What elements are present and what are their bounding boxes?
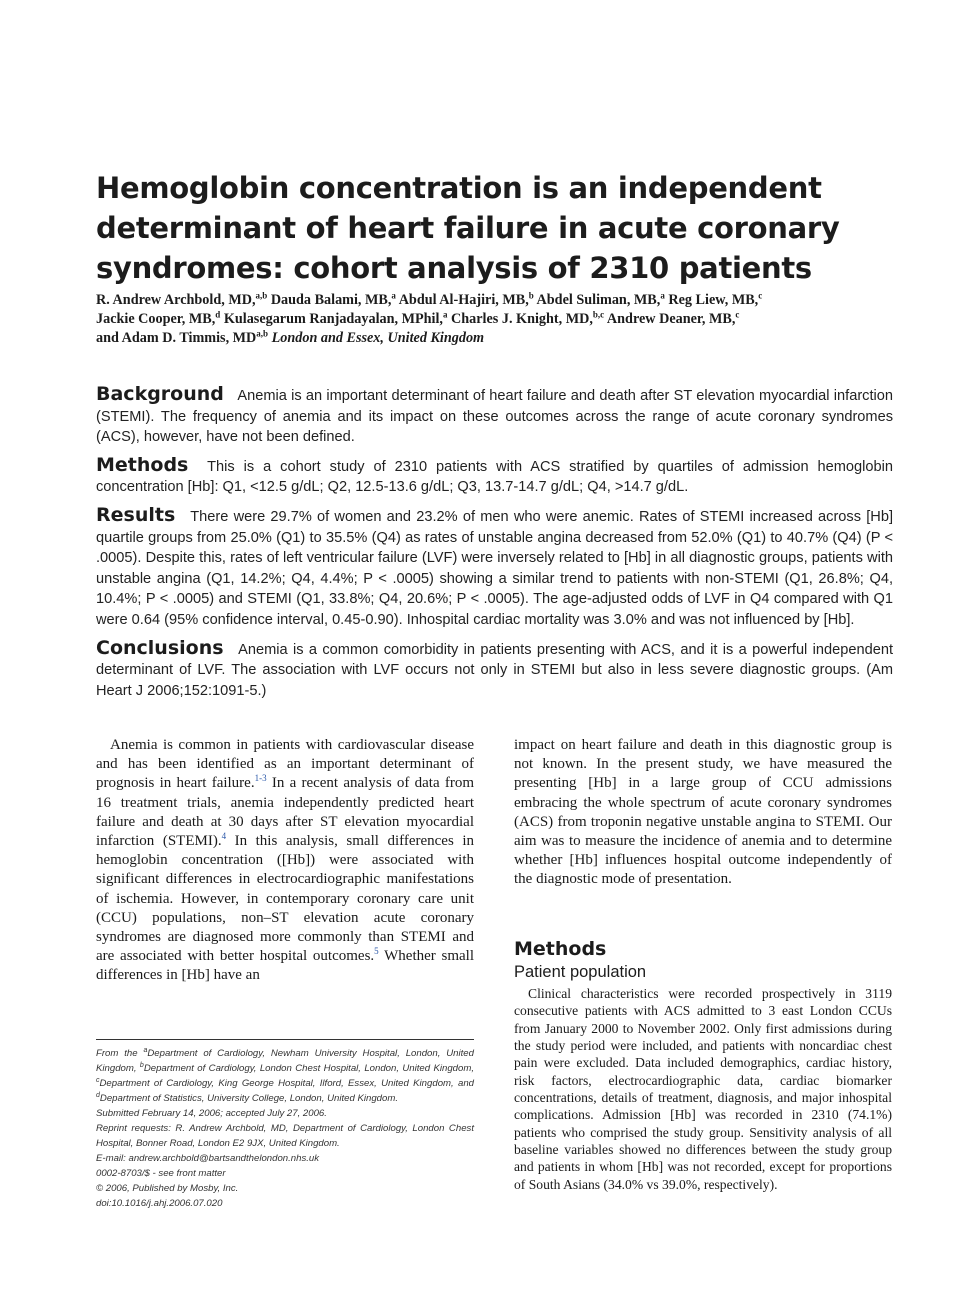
abstract-text: This is a cohort study of 2310 patients with ACS stratified by quartiles of admission hemoglobin concentration [Hb]: Q1, <12.5 g/dL; Q2, 12.5-13.6 g/dL; Q3, 13.7-14.7 g/dL; Q4, >14.7 g/dL.: [96, 458, 894, 496]
abstract-text: Anemia is a common comorbidity in patients presenting with ACS, and it is a powerful independent determinant of LVF. The association with LVF occurs not only in STEMI but also in less severe diagnostic groups. (Am Heart J 2006;152:1091-5.): [96, 641, 894, 699]
article-title: Hemoglobin concentration is an independent determinant of heart failure in acute coronary syndromes: cohort analysis of 2310 patients: [96, 171, 840, 285]
author: Dauda Balami, MB,: [270, 292, 392, 308]
footnote-text: Department of Cardiology, King George Hospital, Ilford, Essex, United Kingdom, and: [99, 1078, 474, 1089]
body-column-right-methods: [514, 985, 892, 1193]
affiliation-mark: d: [96, 1091, 100, 1099]
reprint-requests: Reprint requests: R. Andrew Archbold, MD, Department of Cardiology, London Chest Hospital, Bonner Road, London E2 9JX, United Kingdom.: [96, 1123, 474, 1149]
affiliation-mark: a: [660, 290, 665, 301]
footnote-text: Department of Cardiology, Newham University Hospital, London, United Kingdom,: [96, 1048, 474, 1074]
copyright-line: © 2006, Published by Mosby, Inc.: [96, 1183, 239, 1194]
abstract-background: [96, 384, 893, 448]
abstract-methods: [96, 455, 893, 498]
author: Reg Liew, MB,: [668, 292, 759, 308]
body-paragraph: impact on heart failure and death in this diagnostic group is not known. In the present study, we have measured the presenting [Hb] in a large group of CCU admissions embracing the whole spectrum of acute coronary syndromes (ACS) from troponin negative unstable angina to STEMI. Our aim was to measure the incidence of anemia and to determine whether [Hb] influences hospital outcome independently of the diagnostic mode of presentation.: [514, 737, 892, 888]
body-text: In a recent analysis of data from 16 treatment trials, anemia independently predicted heart failure and death at 30 days after ST elevation myocardial infarction (STEMI).: [96, 775, 475, 850]
body-text: In this analysis, small differences in hemoglobin concentration ([Hb]) were associated with significant differences in electrocardiographic manifestations of ischemia. However, in contemporary coronary care unit (CCU) populations, non–ST elevation acute coronary syndromes are diagnosed more commonly than STEMI and are associated with better hospital outcomes.: [96, 833, 474, 965]
section-heading: Methods: [514, 938, 607, 960]
affiliations: [96, 1046, 474, 1106]
author: and Adam D. Timmis, MD: [96, 330, 257, 346]
affiliation-mark: a: [143, 1046, 148, 1054]
body-paragraph: Clinical characteristics were recorded prospectively in 3119 consecutive patients with ACS admitted to 3 east London CCUs from January 2000 to November 2002. Only first admissions during the study period were included, and patients with noncardiac chest pain were excluded. Data included demographics, cardiac history, risk factors, electrocardiographic data, cardiac biomarker concentrations, details of treatment, diagnosis, and major inhospital complications. Admission [Hb] was recorded in 2310 (74.1%) patients who comprised the study group. Sensitivity analysis of all baseline variables showed no differences between the study group and patients in whom [Hb] was not recorded, except for proportions of South Asians (34.0% vs 39.0%, respectively).: [514, 986, 892, 1192]
footnote-text: From the: [96, 1048, 144, 1059]
abstract-results: [96, 505, 893, 631]
doi-link[interactable]: doi:10.1016/j.ahj.2006.07.020: [96, 1198, 223, 1209]
subsection-heading: Patient population: [514, 963, 647, 981]
affiliation-mark: a,b: [256, 328, 269, 339]
issn-line: 0002-8703/$ - see front matter: [96, 1168, 226, 1179]
body-column-right: [514, 736, 892, 890]
author: Kulasegarum Ranjadayalan, MPhil,: [223, 311, 443, 327]
author: R. Andrew Archbold, MD,: [96, 292, 256, 308]
abstract-text: There were 29.7% of women and 23.2% of men who were anemic. Rates of STEMI increased across [Hb] quartile groups from 25.0% (Q1) to 35.5% (Q4) as rates of unstable angina decreased from 52.0% (Q1) to 40.7% (Q4) (P < .0005). Despite this, rates of left ventricular failure (LVF) were inversely related to [Hb] in all diagnostic groups, patients with unstable angina (Q1, 14.2%; Q4, 4.4%; P < .0005) showing a similar trend to patients with non-STEMI (Q1, 26.8%; Q4, 10.4%; P < .0005) and STEMI (Q1, 33.8%; Q4, 20.6%; P < .0005). The age-adjusted odds of LVF in Q4 compared with Q1 were 0.64 (95% confidence interval, 0.45-0.90). Inhospital cardiac mortality was 3.0% and was not influenced by [Hb].: [96, 508, 893, 628]
contact-email[interactable]: E-mail: andrew.archbold@bartsandthelondon.nhs.uk: [96, 1153, 320, 1164]
affiliation-mark: d: [215, 309, 221, 320]
abstract-text: Anemia is an important determinant of heart failure and death after ST elevation myocardial infarction (STEMI). The frequency of anemia and its impact on these outcomes across the range of acute coronary syndromes (ACS), however, have not been defined.: [96, 388, 894, 446]
abstract: [96, 384, 893, 708]
submission-dates: Submitted February 14, 2006; accepted July 27, 2006.: [96, 1108, 327, 1119]
affiliation-mark: b: [139, 1061, 144, 1069]
author: Abdel Suliman, MB,: [536, 292, 661, 308]
affiliation-mark: c: [758, 290, 763, 301]
footnotes: [96, 1046, 474, 1211]
author-location: London and Essex, United Kingdom: [271, 330, 485, 346]
affiliation-mark: a: [391, 290, 396, 301]
author: Abdul Al-Hajiri, MB,: [398, 292, 529, 308]
abstract-heading: Background: [96, 383, 224, 405]
body-column-left: [96, 736, 474, 986]
body-text: Anemia is common in patients with cardiovascular disease and has been identified as an important determinant of prognosis in heart failure.: [96, 737, 474, 792]
author: Jackie Cooper, MB,: [96, 311, 216, 327]
affiliation-mark: a: [442, 309, 448, 320]
affiliation-mark: c: [96, 1076, 100, 1084]
reference-link[interactable]: 5: [374, 946, 379, 957]
author-list: [96, 291, 886, 348]
abstract-conclusions: [96, 638, 893, 702]
footnote-text: Department of Cardiology, London Chest Hospital, London, United Kingdom,: [143, 1063, 474, 1074]
reference-link[interactable]: 1-3: [254, 773, 267, 784]
abstract-heading: Methods: [96, 453, 189, 476]
affiliation-mark: b: [528, 290, 534, 301]
footnote-divider: [96, 1039, 474, 1040]
author: Andrew Deaner, MB,: [606, 311, 736, 327]
abstract-heading: Conclusions: [96, 636, 224, 659]
affiliation-mark: b,c: [592, 309, 605, 320]
affiliation-mark: a,b: [255, 290, 268, 301]
footnote-text: Department of Statistics, University College, London, United Kingdom.: [99, 1093, 398, 1104]
body-paragraph: [96, 736, 474, 986]
body-text: Whether small differences in [Hb] have an: [96, 948, 474, 984]
author: Charles J. Knight, MD,: [451, 311, 593, 327]
reference-link[interactable]: 4: [221, 831, 227, 842]
abstract-heading: Results: [96, 503, 176, 526]
affiliation-mark: c: [735, 309, 740, 320]
